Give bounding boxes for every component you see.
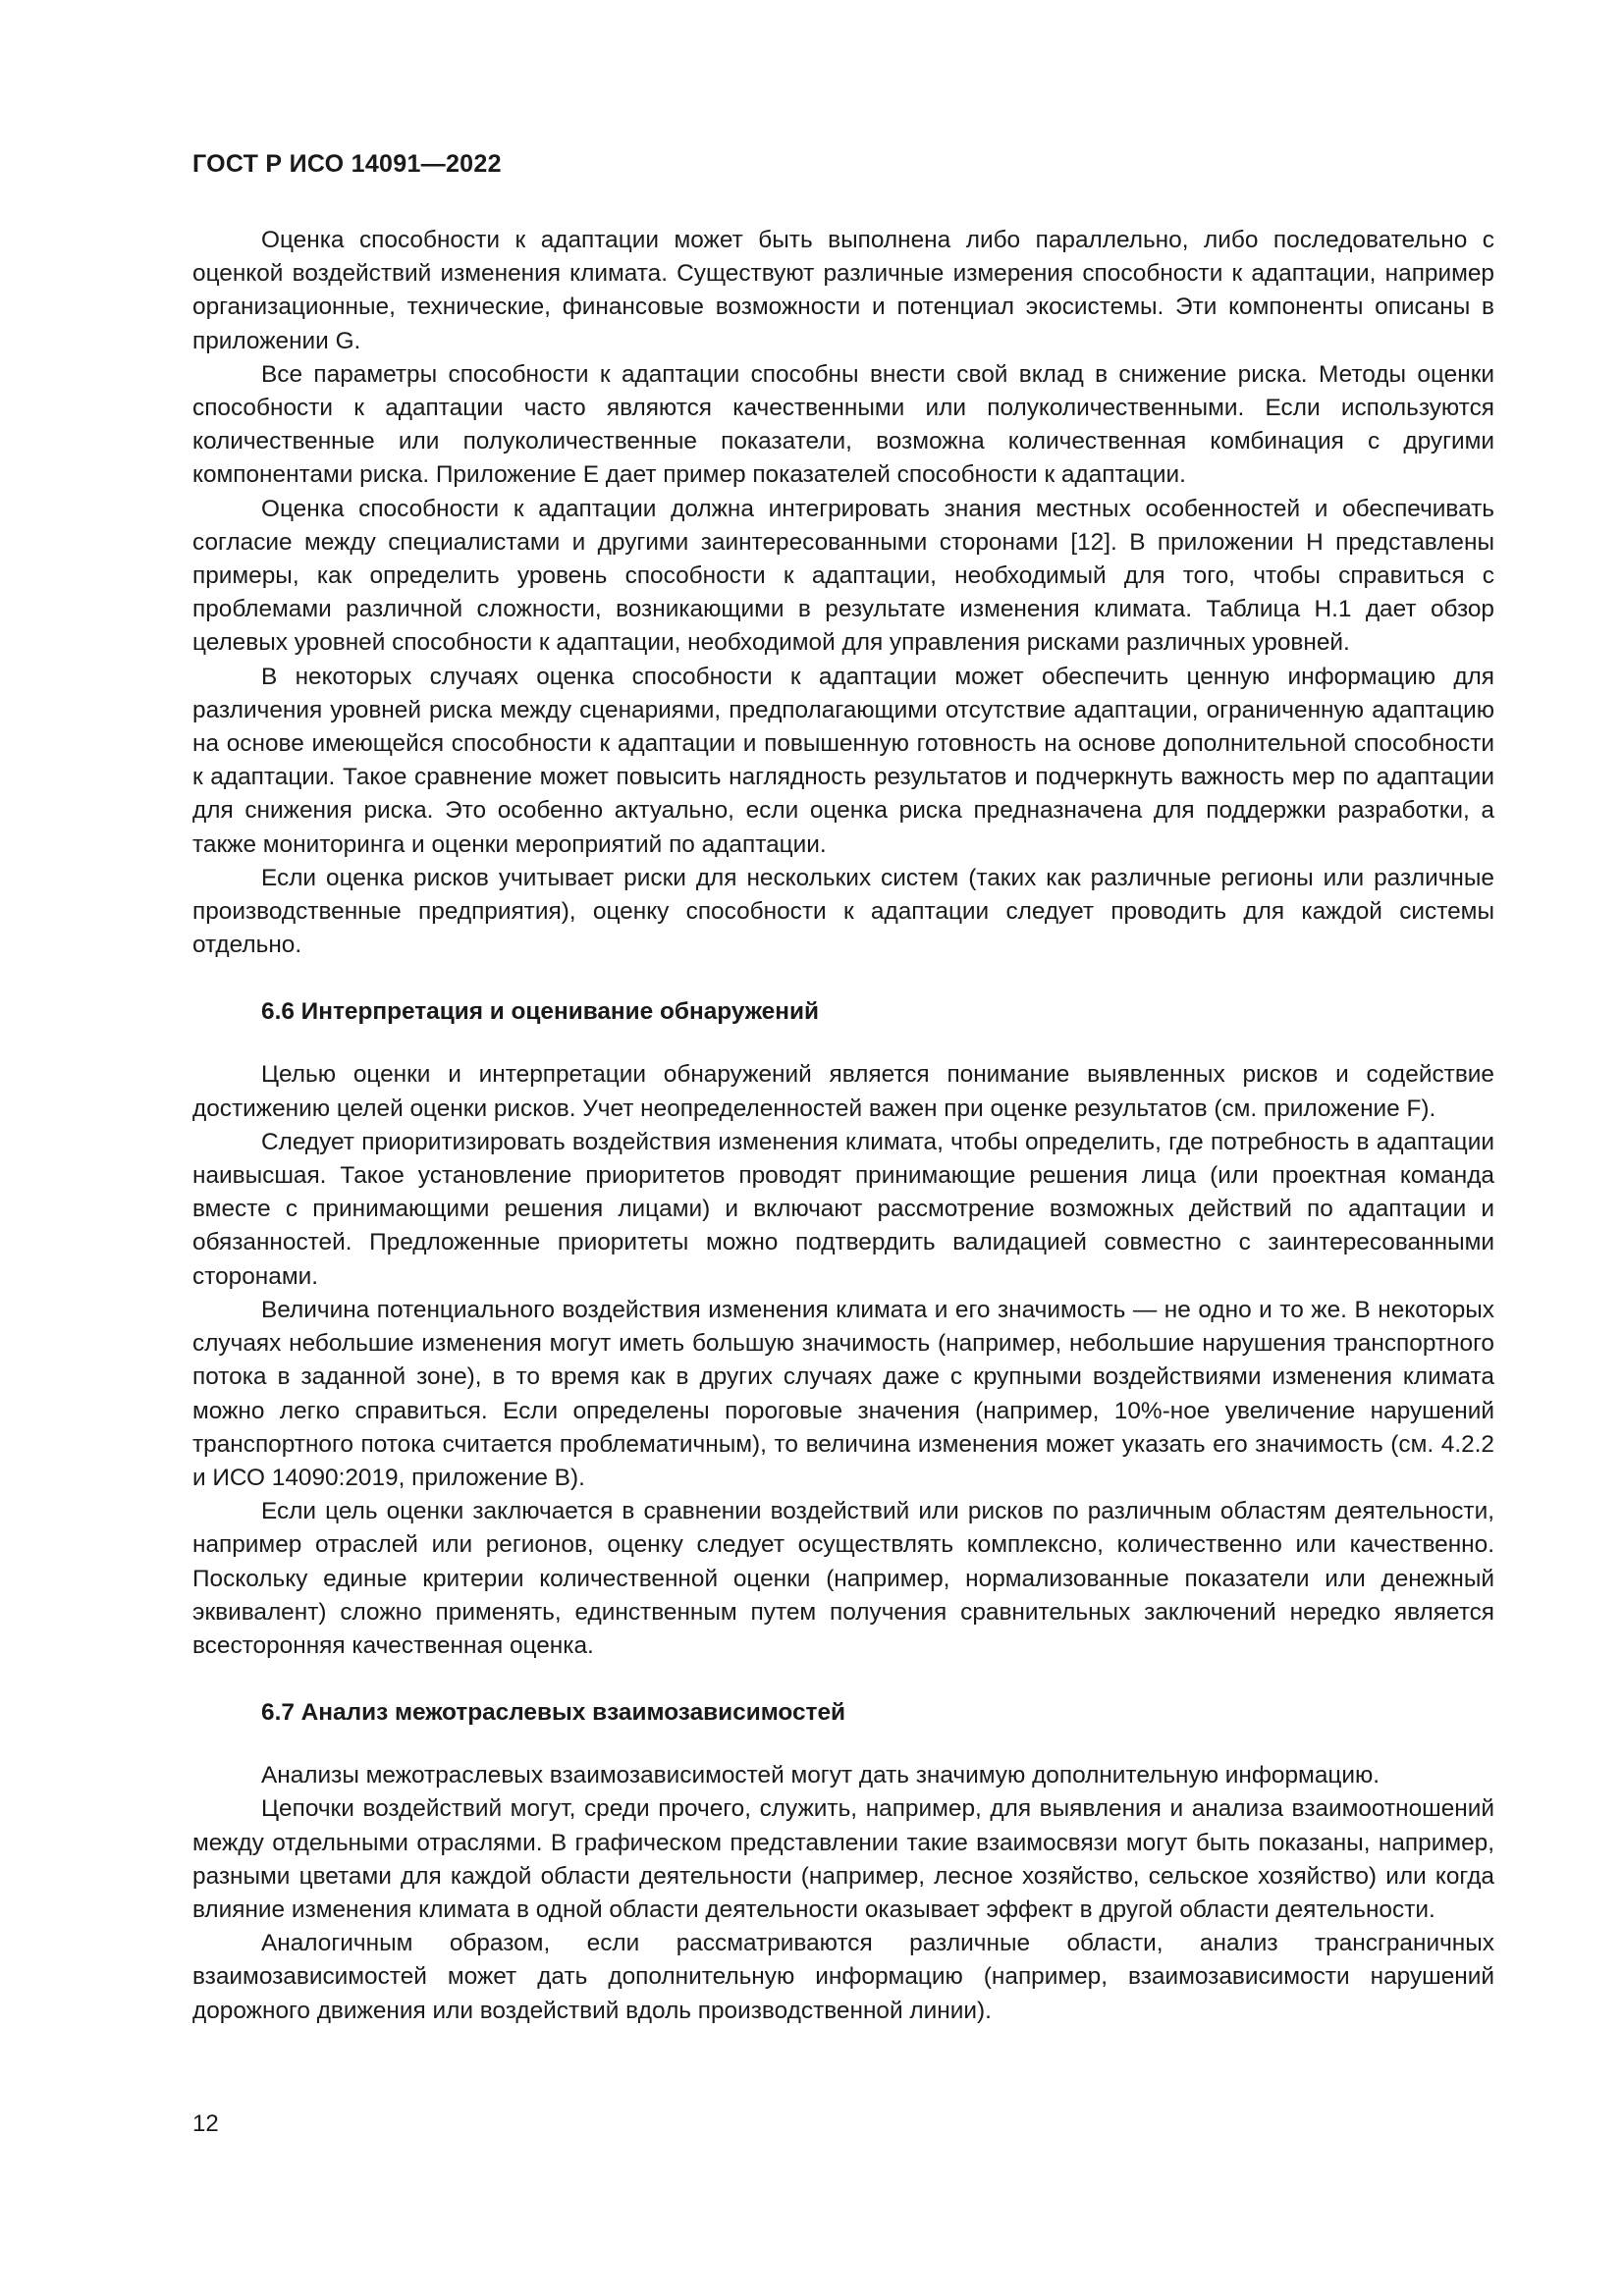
paragraph: Все параметры способности к адаптации способны внести свой вклад в снижение риска. Методы оценки способности к адаптации часто являются качественными или полуколичественными. Если используются количественные или полуколичественные показатели, возможна количественная комбинация с другими компонентами риска. Приложение Е дает пример показателей способности к адаптации.	[192, 360, 1494, 489]
page-body	[192, 224, 1494, 2028]
document-header: ГОСТ Р ИСО 14091—2022	[192, 150, 502, 178]
paragraph: Цепочки воздействий могут, среди прочего, служить, например, для выявления и анализа взаимоотношений между отдельными отраслями. В графическом представлении такие взаимосвязи могут быть показаны, например, разными цветами для каждой области деятельности (например, лесное хозяйство, сельское хозяйство) или когда влияние изменения климата в одной области деятельности оказывает эффект в другой области деятельности.	[192, 1795, 1494, 1923]
paragraph: В некоторых случаях оценка способности к адаптации может обеспечить ценную информацию для различения уровней риска между сценариями, предполагающими отсутствие адаптации, ограниченную адаптацию на основе имеющейся способности к адаптации и повышенную готовность на основе дополнительной способности к адаптации. Такое сравнение может повысить наглядность результатов и подчеркнуть важность мер по адаптации для снижения риска. Это особенно актуально, если оценка риска предназначена для поддержки разработки, а также мониторинга и оценки мероприятий по адаптации.	[192, 663, 1494, 858]
page-number: 12	[192, 2110, 219, 2137]
paragraph: Оценка способности к адаптации может быть выполнена либо параллельно, либо последовательно с оценкой воздействий изменения климата. Существуют различные измерения способности к адаптации, например организационные, технические, финансовые возможности и потенциал экосистемы. Эти компоненты описаны в приложении G.	[192, 227, 1494, 354]
section-heading-6-7: 6.7 Анализ межотраслевых взаимозависимостей	[261, 1699, 846, 1727]
paragraph: Если цель оценки заключается в сравнении воздействий или рисков по различным областям деятельности, например отраслей или регионов, оценку следует осуществлять комплексно, количественно или качественно. Поскольку единые критерии количественной оценки (например, нормализованные показатели или денежный эквивалент) сложно применять, единственным путем получения сравнительных заключений нередко является всесторонняя качественная оценка.	[192, 1498, 1494, 1659]
paragraph: Оценка способности к адаптации должна интегрировать знания местных особенностей и обеспечивать согласие между специалистами и другими заинтересованными сторонами [12]. В приложении Н представлены примеры, как определить уровень способности к адаптации, необходимый для того, чтобы справиться с проблемами различной сложности, возникающими в результате изменения климата. Таблица Н.1 дает обзор целевых уровней способности к адаптации, необходимой для управления рисками различных уровней.	[192, 495, 1494, 657]
paragraph: Если оценка рисков учитывает риски для нескольких систем (таких как различные регионы или различные производственные предприятия), оценку способности к адаптации следует проводить для каждой системы отдельно.	[192, 864, 1494, 959]
section-heading-6-6: 6.6 Интерпретация и оценивание обнаружений	[261, 998, 819, 1026]
paragraph: Целью оценки и интерпретации обнаружений является понимание выявленных рисков и содействие достижению целей оценки рисков. Учет неопределенностей важен при оценке результатов (см. приложение F).	[192, 1061, 1494, 1122]
paragraph: Аналогичным образом, если рассматриваются различные области, анализ трансграничных взаимозависимостей может дать дополнительную информацию (например, взаимозависимости нарушений дорожного движения или воздействий вдоль производственной линии).	[192, 1930, 1494, 2024]
paragraph: Анализы межотраслевых взаимозависимостей могут дать значимую дополнительную информацию.	[261, 1762, 1380, 1789]
paragraph: Величина потенциального воздействия изменения климата и его значимость — не одно и то же. В некоторых случаях небольшие изменения могут иметь большую значимость (например, небольшие нарушения транспортного потока в заданной зоне), в то время как в других случаях даже с крупными воздействиями изменения климата можно легко справиться. Если определены пороговые значения (например, 10%-ное увеличение нарушений транспортного потока считается проблематичным), то величина изменения может указать его значимость (см. 4.2.2 и ИСО 14090:2019, приложение В).	[192, 1296, 1494, 1491]
paragraph: Следует приоритизировать воздействия изменения климата, чтобы определить, где потребность в адаптации наивысшая. Такое установление приоритетов проводят принимающие решения лица (или проектная команда вместе с принимающими решения лицами) и включают рассмотрение возможных действий по адаптации и обязанностей. Предложенные приоритеты можно подтвердить валидацией совместно с заинтересованными сторонами.	[192, 1128, 1494, 1290]
